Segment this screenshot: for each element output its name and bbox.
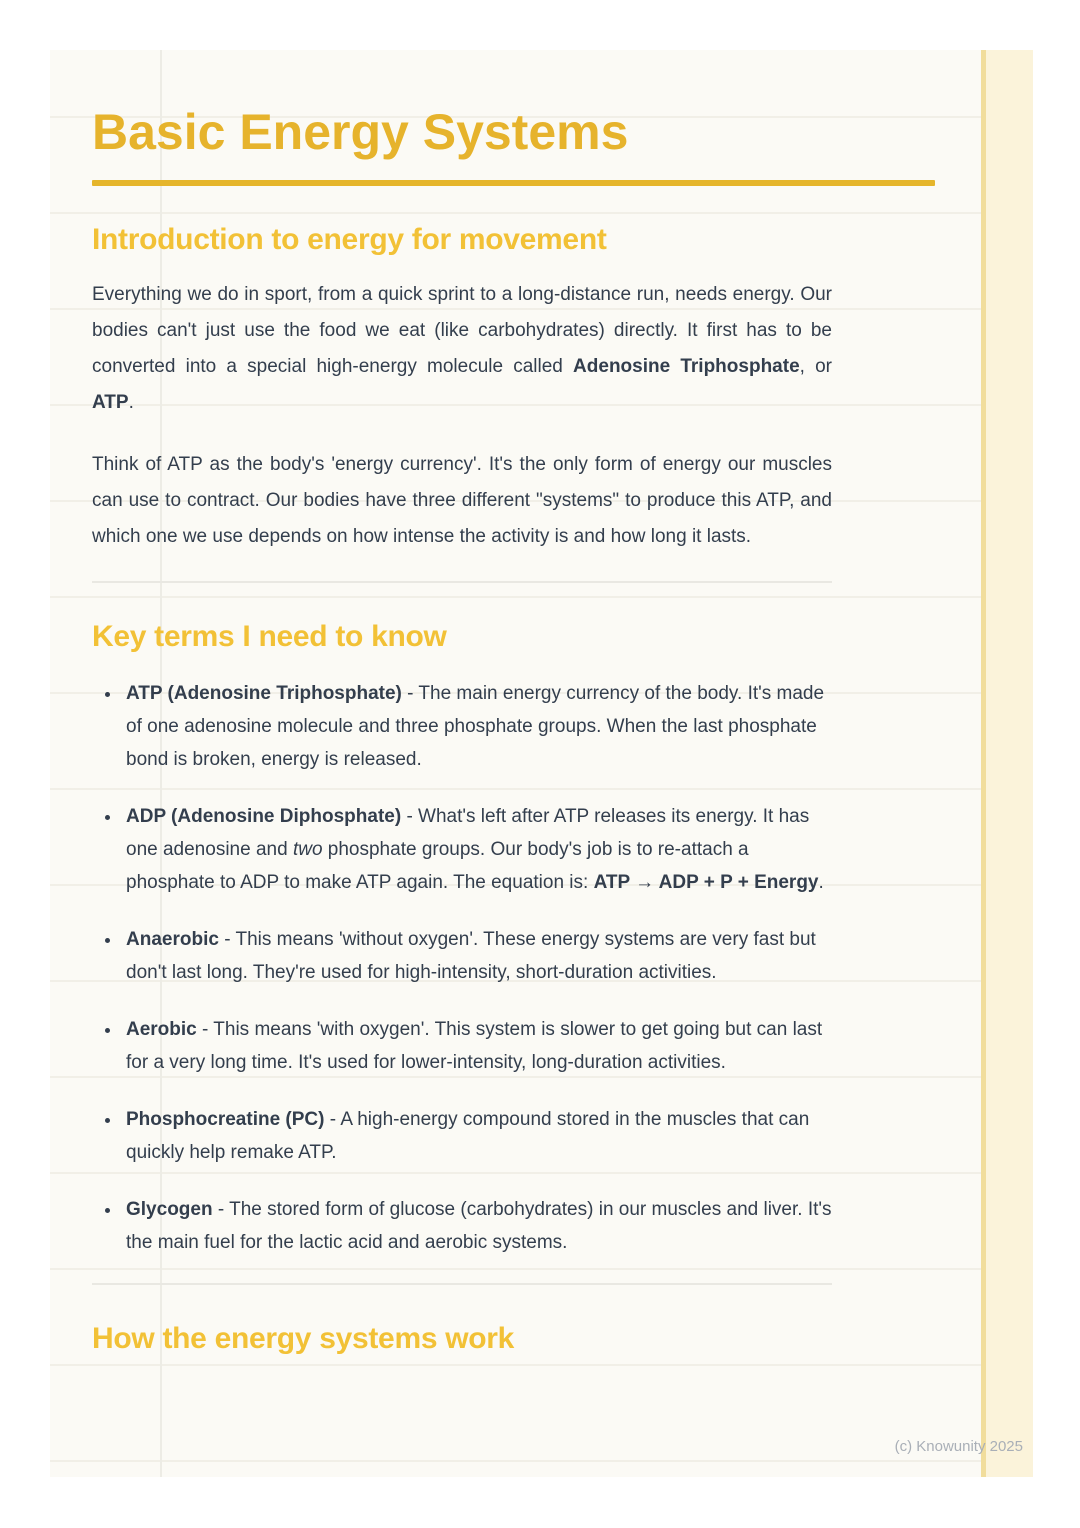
intro-paragraph: Everything we do in sport, from a quick sprint to a long-distance run, needs energy. Our bodies can't just use the food we eat (like carbohydrates) directly. It first has to be converted into a special high-energy molecule called Adenosine Triphosphate, or ATP. <box>92 284 832 413</box>
section-heading-introduction: Introduction to energy for movement <box>92 222 607 256</box>
intro-paragraph: Think of ATP as the body's 'energy currency'. It's the only form of energy our muscles can use to contract. Our bodies have three different "systems" to produce this ATP, and which one we use depends on how intense the activity is and how long it lasts. <box>92 454 832 547</box>
section-divider <box>92 581 832 583</box>
title-divider-rule <box>92 180 935 186</box>
section-key-terms <box>92 621 832 1259</box>
copyright-watermark: (c) Knowunity 2025 <box>894 1438 1023 1455</box>
list-item-phosphocreatine: • Phosphocreatine (PC) - A high-energy compound stored in the muscles that can quickly help remake ATP. <box>122 1103 832 1169</box>
list-item-adp: • ADP (Adenosine Diphosphate) - What's left after ATP releases its energy. It has one adenosine and two phosphate groups. Our body's job is to re-attach a phosphate to ADP to make ATP again. The equation is: ATP → ADP + P + Energy. <box>122 800 832 899</box>
section-introduction <box>92 224 832 556</box>
list-item-anaerobic: • Anaerobic - This means 'without oxygen'. These energy systems are very fast but don't last long. They're used for high-intensity, short-duration activities. <box>122 923 832 989</box>
key-terms-list <box>92 677 832 1259</box>
notebook-page <box>50 50 1033 1477</box>
list-item-atp: • ATP (Adenosine Triphosphate) - The main energy currency of the body. It's made of one adenosine molecule and three phosphate groups. When the last phosphate bond is broken, energy is released. <box>122 677 832 776</box>
section-heading-key-terms: Key terms I need to know <box>92 620 447 653</box>
section-heading-how-systems-work: How the energy systems work <box>92 1321 515 1355</box>
section-divider <box>92 1283 832 1285</box>
list-item-aerobic: • Aerobic - This means 'with oxygen'. This system is slower to get going but can last for a very long time. It's used for lower-intensity, long-duration activities. <box>122 1013 832 1079</box>
page-edge-band <box>981 50 1033 1477</box>
page-title: Basic Energy Systems <box>92 104 629 160</box>
page-content <box>92 106 832 1354</box>
list-item-glycogen: • Glycogen - The stored form of glucose (carbohydrates) in our muscles and liver. It's the main fuel for the lactic acid and aerobic systems. <box>122 1193 832 1259</box>
section-how-systems-work <box>92 1323 832 1355</box>
